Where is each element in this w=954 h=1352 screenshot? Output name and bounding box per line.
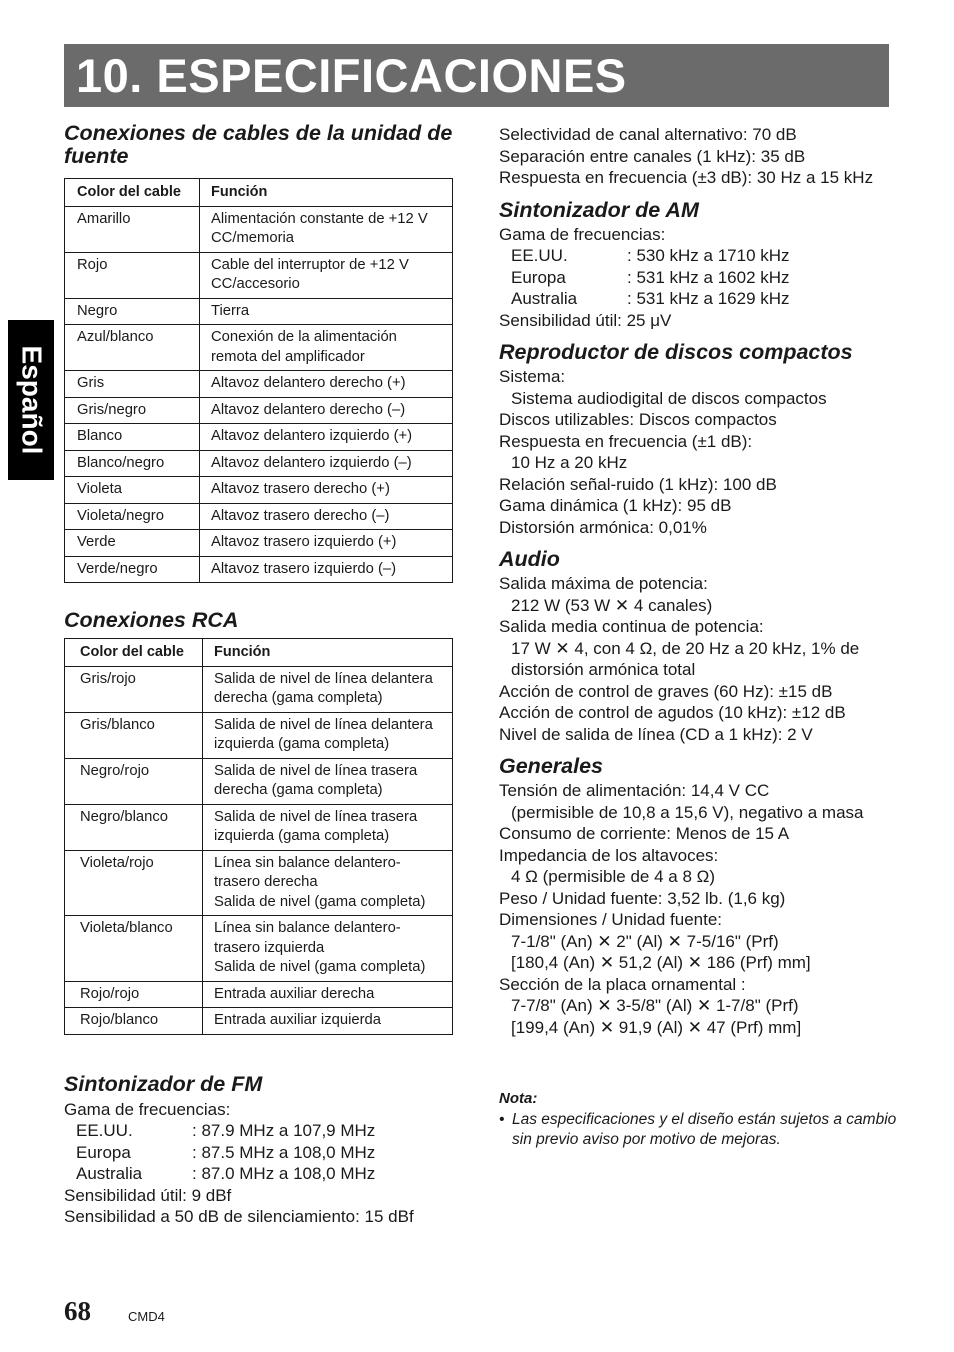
cable-color-cell: Rojo [65,252,200,298]
function-text: Línea sin balance delantero-trasero izquierda [214,920,401,956]
function-text: Altavoz trasero derecho (+) [211,481,390,497]
table-row [65,981,453,1008]
cable-color-cell: Blanco [65,424,200,451]
fm-sens50: Sensibilidad a 50 dB de silenciamiento: 15 dBf [64,1207,414,1226]
gen-dimensiones: Dimensiones / Unidad fuente: [499,910,723,929]
table-row [65,424,453,451]
cables-heading: Conexiones de cables de la unidad de fuente [64,121,453,168]
function-text: Altavoz delantero derecho (+) [211,375,406,391]
audio-graves: Acción de control de graves (60 Hz): ±15 dB [499,681,833,701]
audio-max-val: 212 W (53 W ✕ 4 canales) [511,595,713,615]
table-row [65,206,453,252]
note-text: Las especificaciones y el diseño están sujetos a cambio sin previo aviso por motivo de mejoras. [512,1111,897,1148]
cable-color-cell: Negro/blanco [65,804,203,850]
list-item [64,1142,456,1164]
table-row [65,371,453,398]
note-block [499,1090,899,1150]
cable-color-cell: Gris/rojo [65,666,203,712]
am-gama: Gama de frecuencias: [499,224,666,244]
function-text: Alimentación constante de +12 V CC/memoria [211,210,428,246]
region-label: Australia [76,1164,143,1183]
function-text: Altavoz delantero izquierdo (+) [211,428,413,444]
gen-impedancia-val: 4 Ω (permisible de 4 a 8 Ω) [511,867,715,886]
function-text: Altavoz delantero derecho (–) [211,401,406,418]
rca-heading: Conexiones RCA [64,608,239,632]
cable-color-cell: Gris/blanco [65,712,203,758]
function-text: Entrada auxiliar derecha [214,985,375,1002]
function-cell [203,916,453,982]
cd-distorsion: Distorsión armónica: 0,01% [499,517,707,537]
table-row [65,477,453,504]
list-item [499,267,899,289]
table-row [65,503,453,530]
table-row [65,850,453,916]
function-cell [203,981,453,1008]
range-value: : 87.0 MHz a 108,0 MHz [192,1164,376,1183]
cable-color-cell: Verde [65,530,200,557]
cable-color-cell: Blanco/negro [65,450,200,477]
table-row [65,916,453,982]
table-row [65,804,453,850]
range-value: : 531 kHz a 1629 kHz [627,289,790,308]
rca-table [64,638,453,1035]
bullet-icon: • [499,1111,505,1128]
cable-color-cell: Gris [65,371,200,398]
table-row [65,666,453,712]
fm-selectividad: Selectividad de canal alternativo: 70 dB [499,125,797,144]
function-text: Línea sin balance delantero-trasero derecha [214,854,401,890]
gen-consumo: Consumo de corriente: Menos de 15 A [499,824,790,843]
fm-ranges [64,1120,456,1185]
column-header: Color del cable [65,179,200,207]
cable-color-cell: Verde/negro [65,556,200,583]
function-cell [200,206,453,252]
fm-separacion: Separación entre canales (1 kHz): 35 dB [499,146,806,166]
table-row [65,530,453,557]
right-column [499,124,899,1150]
rca-table-body [65,666,453,1034]
cable-color-cell: Rojo/blanco [65,1008,203,1035]
function-cell [203,1008,453,1035]
list-item [499,245,899,267]
fm-respuesta: Respuesta en frecuencia (±3 dB): 30 Hz a 15 kHz [499,168,874,187]
audio-agudos: Acción de control de agudos (10 kHz): ±12 dB [499,703,846,722]
cable-color-cell: Azul/blanco [65,325,200,371]
cable-color-cell: Violeta/negro [65,503,200,530]
note-item [499,1110,899,1150]
audio-nivel: Nivel de salida de línea (CD a 1 kHz): 2 V [499,724,813,744]
function-text: Altavoz trasero derecho (–) [211,507,390,524]
am-sens: Sensibilidad útil: 25 μV [499,310,672,330]
function-text: Salida de nivel de línea delantera derecha (gama completa) [214,670,433,706]
range-value: : 87.5 MHz a 108,0 MHz [192,1142,376,1162]
cable-color-cell: Violeta/rojo [65,850,203,916]
table-row [65,325,453,371]
function-cell [200,530,453,557]
column-header: Función [203,639,453,667]
cable-color-cell: Violeta/blanco [65,916,203,982]
cables-table-body [65,206,453,583]
function-text: Entrada auxiliar izquierda [214,1012,381,1028]
table-row [65,1008,453,1035]
function-text: Tierra [211,302,250,319]
table-header-row [65,179,453,207]
function-text: Cable del interruptor de +12 V CC/accesorio [211,256,409,292]
page-number: 68 [64,1296,91,1326]
gen-seccion: Sección de la placa ornamental : [499,974,746,994]
function-text: Salida de nivel de línea delantera izquierda (gama completa) [214,716,433,752]
function-cell [200,424,453,451]
function-cell [200,556,453,583]
gen-impedancia: Impedancia de los altavoces: [499,845,719,865]
cable-color-cell: Negro [65,298,200,325]
table-row [65,252,453,298]
range-value: : 87.9 MHz a 107,9 MHz [192,1121,376,1140]
function-text: Conexión de la alimentación remota del amplificador [211,329,397,365]
cd-discos: Discos utilizables: Discos compactos [499,410,777,429]
table-row [65,450,453,477]
gen-dim-val2: [180,4 (An) ✕ 51,2 (Al) ✕ 186 (Prf) mm] [511,953,811,972]
gen-sec-val1: 7-7/8" (An) ✕ 3-5/8" (Al) ✕ 1-7/8" (Prf) [511,996,799,1015]
function-cell [203,712,453,758]
model-code: CMD4 [128,1309,165,1324]
gen-tension-val: (permisible de 10,8 a 15,6 V), negativo a masa [511,802,864,822]
table-row [65,397,453,424]
function-text: Altavoz delantero izquierdo (–) [211,454,412,471]
cables-table [64,178,453,583]
function-cell [200,450,453,477]
cd-respuesta-val: 10 Hz a 20 kHz [511,453,628,472]
function-text-line2: Salida de nivel (gama completa) [214,959,426,975]
region-label: EE.UU. [511,246,568,265]
range-value: : 530 kHz a 1710 kHz [627,246,790,265]
note-heading: Nota: [499,1090,538,1107]
cd-respuesta: Respuesta en frecuencia (±1 dB): [499,431,753,451]
function-cell [200,477,453,504]
region-label: Europa [76,1142,131,1162]
gen-peso: Peso / Unidad fuente: 3,52 lb. (1,6 kg) [499,888,786,908]
function-cell [203,850,453,916]
function-text: Altavoz trasero izquierdo (–) [211,560,397,577]
cable-color-cell: Amarillo [65,206,200,252]
fm-gama: Gama de frecuencias: [64,1099,231,1119]
function-cell [200,397,453,424]
cable-color-cell: Violeta [65,477,200,504]
cd-sistema: Sistema: [499,367,566,386]
audio-media: Salida media continua de potencia: [499,617,764,636]
function-text-line2: Salida de nivel (gama completa) [214,893,426,910]
list-item [64,1120,456,1142]
fm-sens: Sensibilidad útil: 9 dBf [64,1185,232,1205]
cd-heading: Reproductor de discos compactos [499,340,853,364]
column-header: Función [200,179,453,207]
page-title: 10. ESPECIFICACIONES [64,44,889,107]
gen-dim-val1: 7-1/8" (An) ✕ 2" (Al) ✕ 7-5/16" (Prf) [511,931,779,951]
function-cell [200,298,453,325]
function-cell [203,804,453,850]
audio-media-val2: distorsión armónica total [511,660,696,679]
function-cell [200,371,453,398]
cd-sistema-val: Sistema audiodigital de discos compactos [511,388,827,408]
function-cell [203,666,453,712]
table-header-row [65,639,453,667]
function-text: Salida de nivel de línea trasera izquierda (gama completa) [214,808,418,844]
function-text: Altavoz trasero izquierdo (+) [211,534,397,550]
list-item [499,288,899,310]
function-cell [200,503,453,530]
cable-color-cell: Gris/negro [65,397,200,424]
region-label: EE.UU. [76,1121,133,1140]
gen-tension: Tensión de alimentación: 14,4 V CC [499,781,770,800]
list-item [64,1163,456,1185]
fm-heading: Sintonizador de FM [64,1071,263,1096]
audio-max: Salida máxima de potencia: [499,574,708,593]
region-label: Europa [511,267,566,287]
left-column [64,122,456,1228]
gen-sec-val2: [199,4 (An) ✕ 91,9 (Al) ✕ 47 (Prf) mm] [511,1017,802,1037]
range-value: : 531 kHz a 1602 kHz [627,267,790,287]
cd-snr: Relación señal-ruido (1 kHz): 100 dB [499,474,777,494]
region-label: Australia [511,289,578,308]
language-tab [8,320,54,480]
am-heading: Sintonizador de AM [499,197,699,222]
table-row [65,758,453,804]
function-cell [203,758,453,804]
cd-dinamica: Gama dinámica (1 kHz): 95 dB [499,496,732,515]
function-cell [200,252,453,298]
audio-media-val1: 17 W ✕ 4, con 4 Ω, de 20 Hz a 20 kHz, 1% de [511,638,860,658]
table-row [65,712,453,758]
language-tab-label: Español [16,345,48,455]
audio-heading: Audio [499,547,560,571]
column-header: Color del cable [65,639,203,667]
cable-color-cell: Negro/rojo [65,758,203,804]
table-row [65,556,453,583]
function-cell [200,325,453,371]
generales-heading: Generales [499,754,603,778]
function-text: Salida de nivel de línea trasera derecha (gama completa) [214,762,418,798]
cable-color-cell: Rojo/rojo [65,981,203,1008]
table-row [65,298,453,325]
